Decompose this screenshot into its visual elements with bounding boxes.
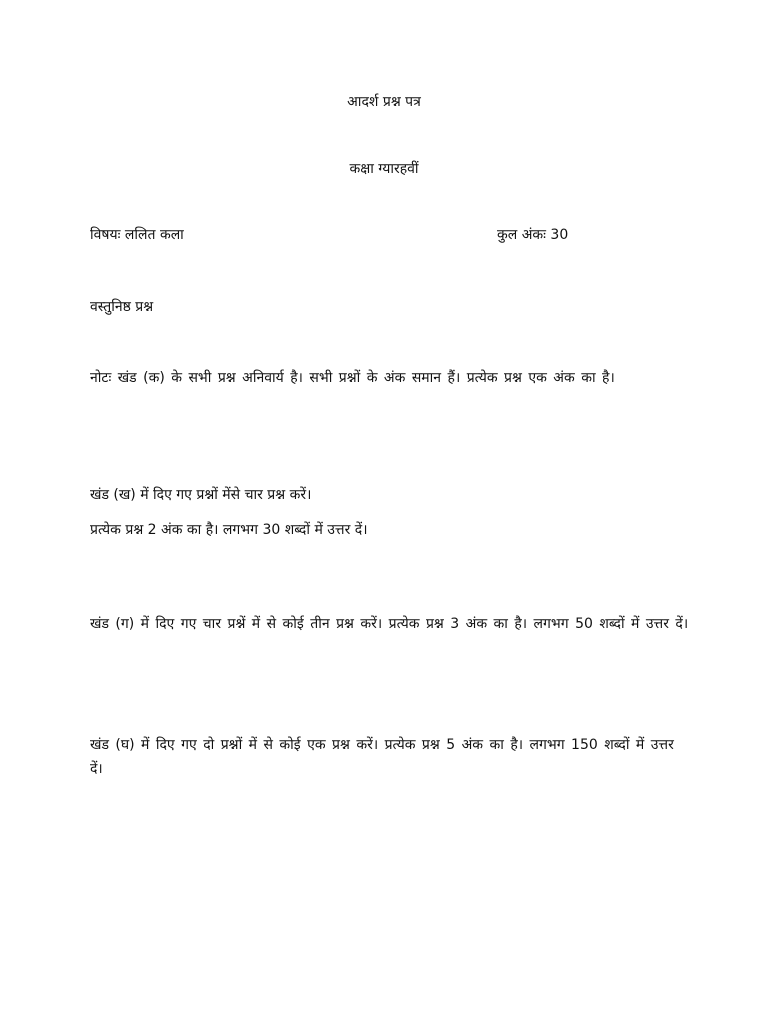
section-b-instruction: खंड (ख) में दिए गए प्रश्नों मेंसे चार प्रश्न करें। bbox=[90, 487, 312, 503]
objective-questions-heading: वस्तुनिष्ठ प्रश्न bbox=[90, 299, 154, 315]
section-b-marks: प्रत्येक प्रश्न 2 अंक का है। लगभग 30 शब्दों में उत्तर दें। bbox=[90, 522, 368, 538]
total-marks-label: कुल अंकः 30 bbox=[497, 227, 569, 243]
subject-label: विषयः ललित कला bbox=[90, 227, 184, 243]
class-label: कक्षा ग्यारहवीं bbox=[349, 161, 419, 177]
section-d-instruction: खंड (घ) में दिए गए दो प्रश्नों में से कोई एक प्रश्न करें। प्रत्येक प्रश्न 5 अंक का है। लगभग 150 शब्दों में उत्तर दें। bbox=[90, 737, 674, 777]
section-c-instruction: खंड (ग) में दिए गए चार प्रश्नें में से कोई तीन प्रश्न करें। प्रत्येक प्रश्न 3 अंक का है। लगभग 50 शब्दों में उत्तर दें। bbox=[90, 616, 689, 632]
paper-title: आदर्श प्रश्न पत्र bbox=[347, 94, 421, 110]
note-section-a: नोटः खंड (क) के सभी प्रश्न अनिवार्य है। सभी प्रश्नों के अंक समान हैं। प्रत्येक प्रश्न एक अंक का है। bbox=[90, 370, 615, 386]
